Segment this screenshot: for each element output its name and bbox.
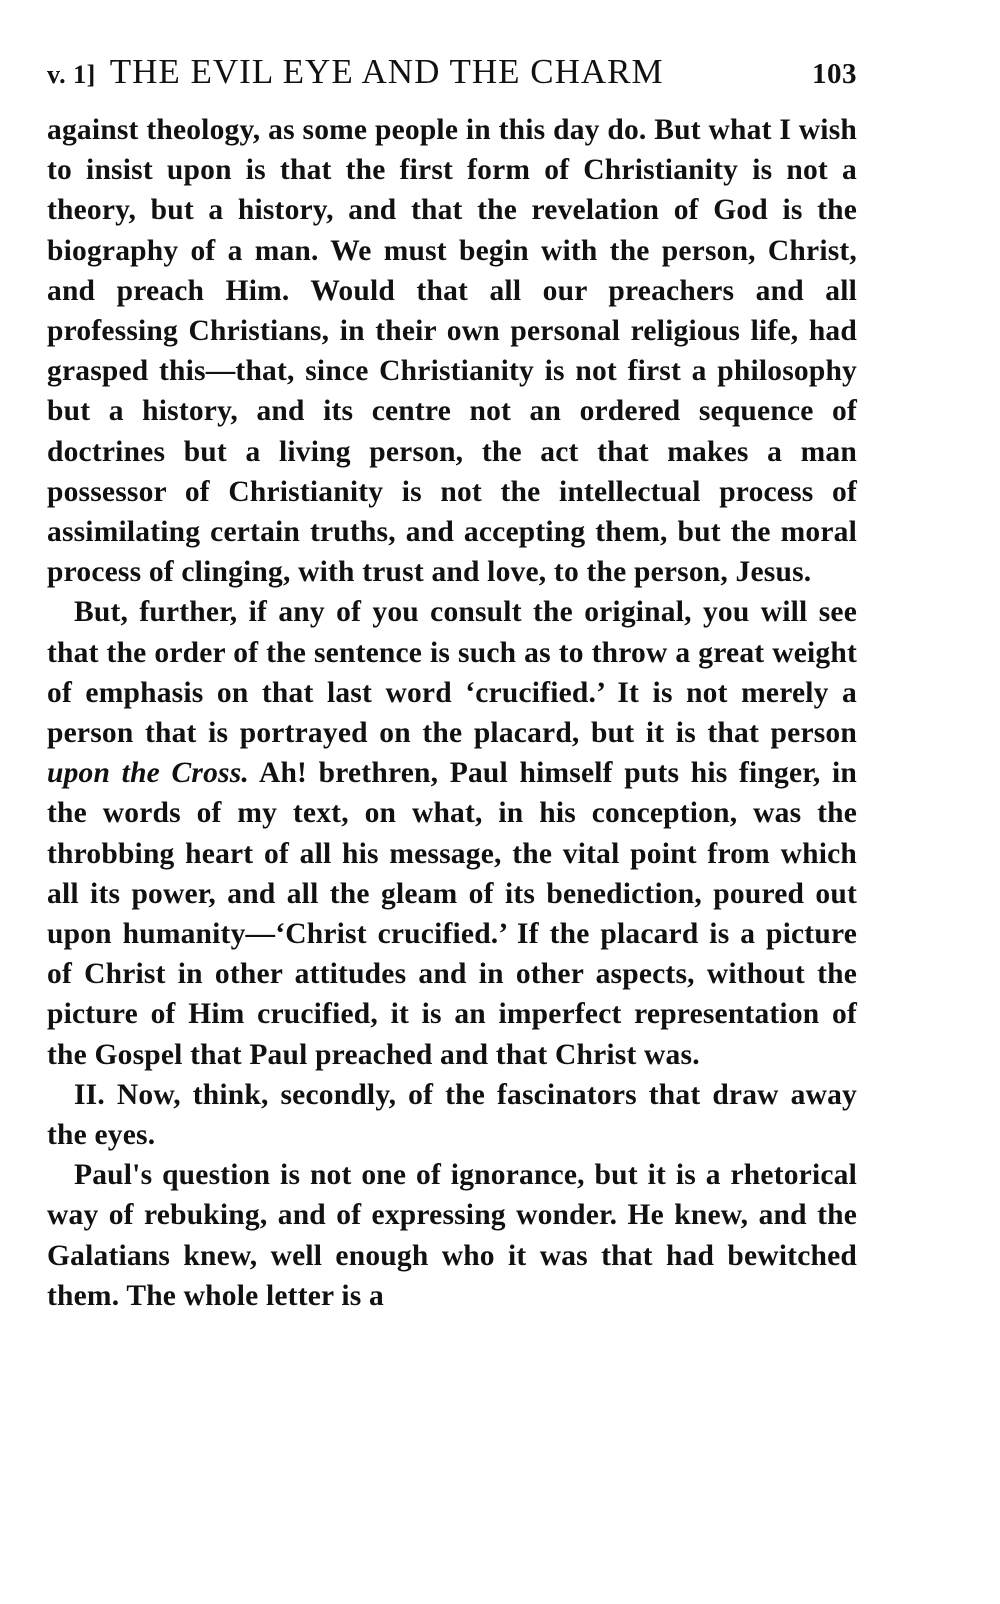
paragraph-2-emphasis: upon the Cross. [47,757,249,790]
page-number: 103 [812,58,857,90]
chapter-reference: v. 1] [47,60,96,89]
body-text [47,110,857,1316]
book-page [47,52,857,1316]
paragraph-2-text-before: But, further, if any of you consult the original, you will see that the order of the sentence is such as to throw a great weight of emphasis on that last word ‘crucified.’ It is not merely a person that is portrayed on the placard, but it is that person [47,596,857,750]
paragraph-1: against theology, as some people in this day do. But what I wish to insist upon is that the first form of Christianity is not a theory, but a history, and that the revelation of God is the biography of a man. We must begin with the person, Christ, and preach Him. Would that all our preachers and all professing Christians, in their own personal religious life, had grasped this—that, since Christianity is not first a philosophy but a history, and its centre not an ordered sequence of doctrines but a living person, the act that makes a man possessor of Christianity is not the intellectual process of assimilating certain truths, and accepting them, but the moral process of clinging, with trust and love, to the person, Jesus. [47,114,857,589]
running-head [47,52,857,110]
paragraph-2-text-after: Ah! brethren, Paul himself puts his finger, in the words of my text, on what, in his conception, was the throbbing heart of all his message, the vital point from which all its power, and all the gleam of its benediction, poured out upon humanity—‘Christ crucified.’ If the placard is a picture of Christ in other attitudes and in other aspects, without the picture of Him crucified, it is an imperfect representation of the Gospel that Paul preached and that Christ was. [47,757,857,1071]
paragraph-2 [47,592,857,1074]
paragraph-4: Paul's question is not one of ignorance, but it is a rhetorical way of rebuking, and of expressing wonder. He knew, and the Galatians knew, well enough who it was that had bewitched them. The whole letter is a [47,1159,857,1312]
paragraph-3-section-heading: II. Now, think, secondly, of the fascinators that draw away the eyes. [47,1078,857,1152]
running-head-title: THE EVIL EYE AND THE CHARM [109,52,664,91]
